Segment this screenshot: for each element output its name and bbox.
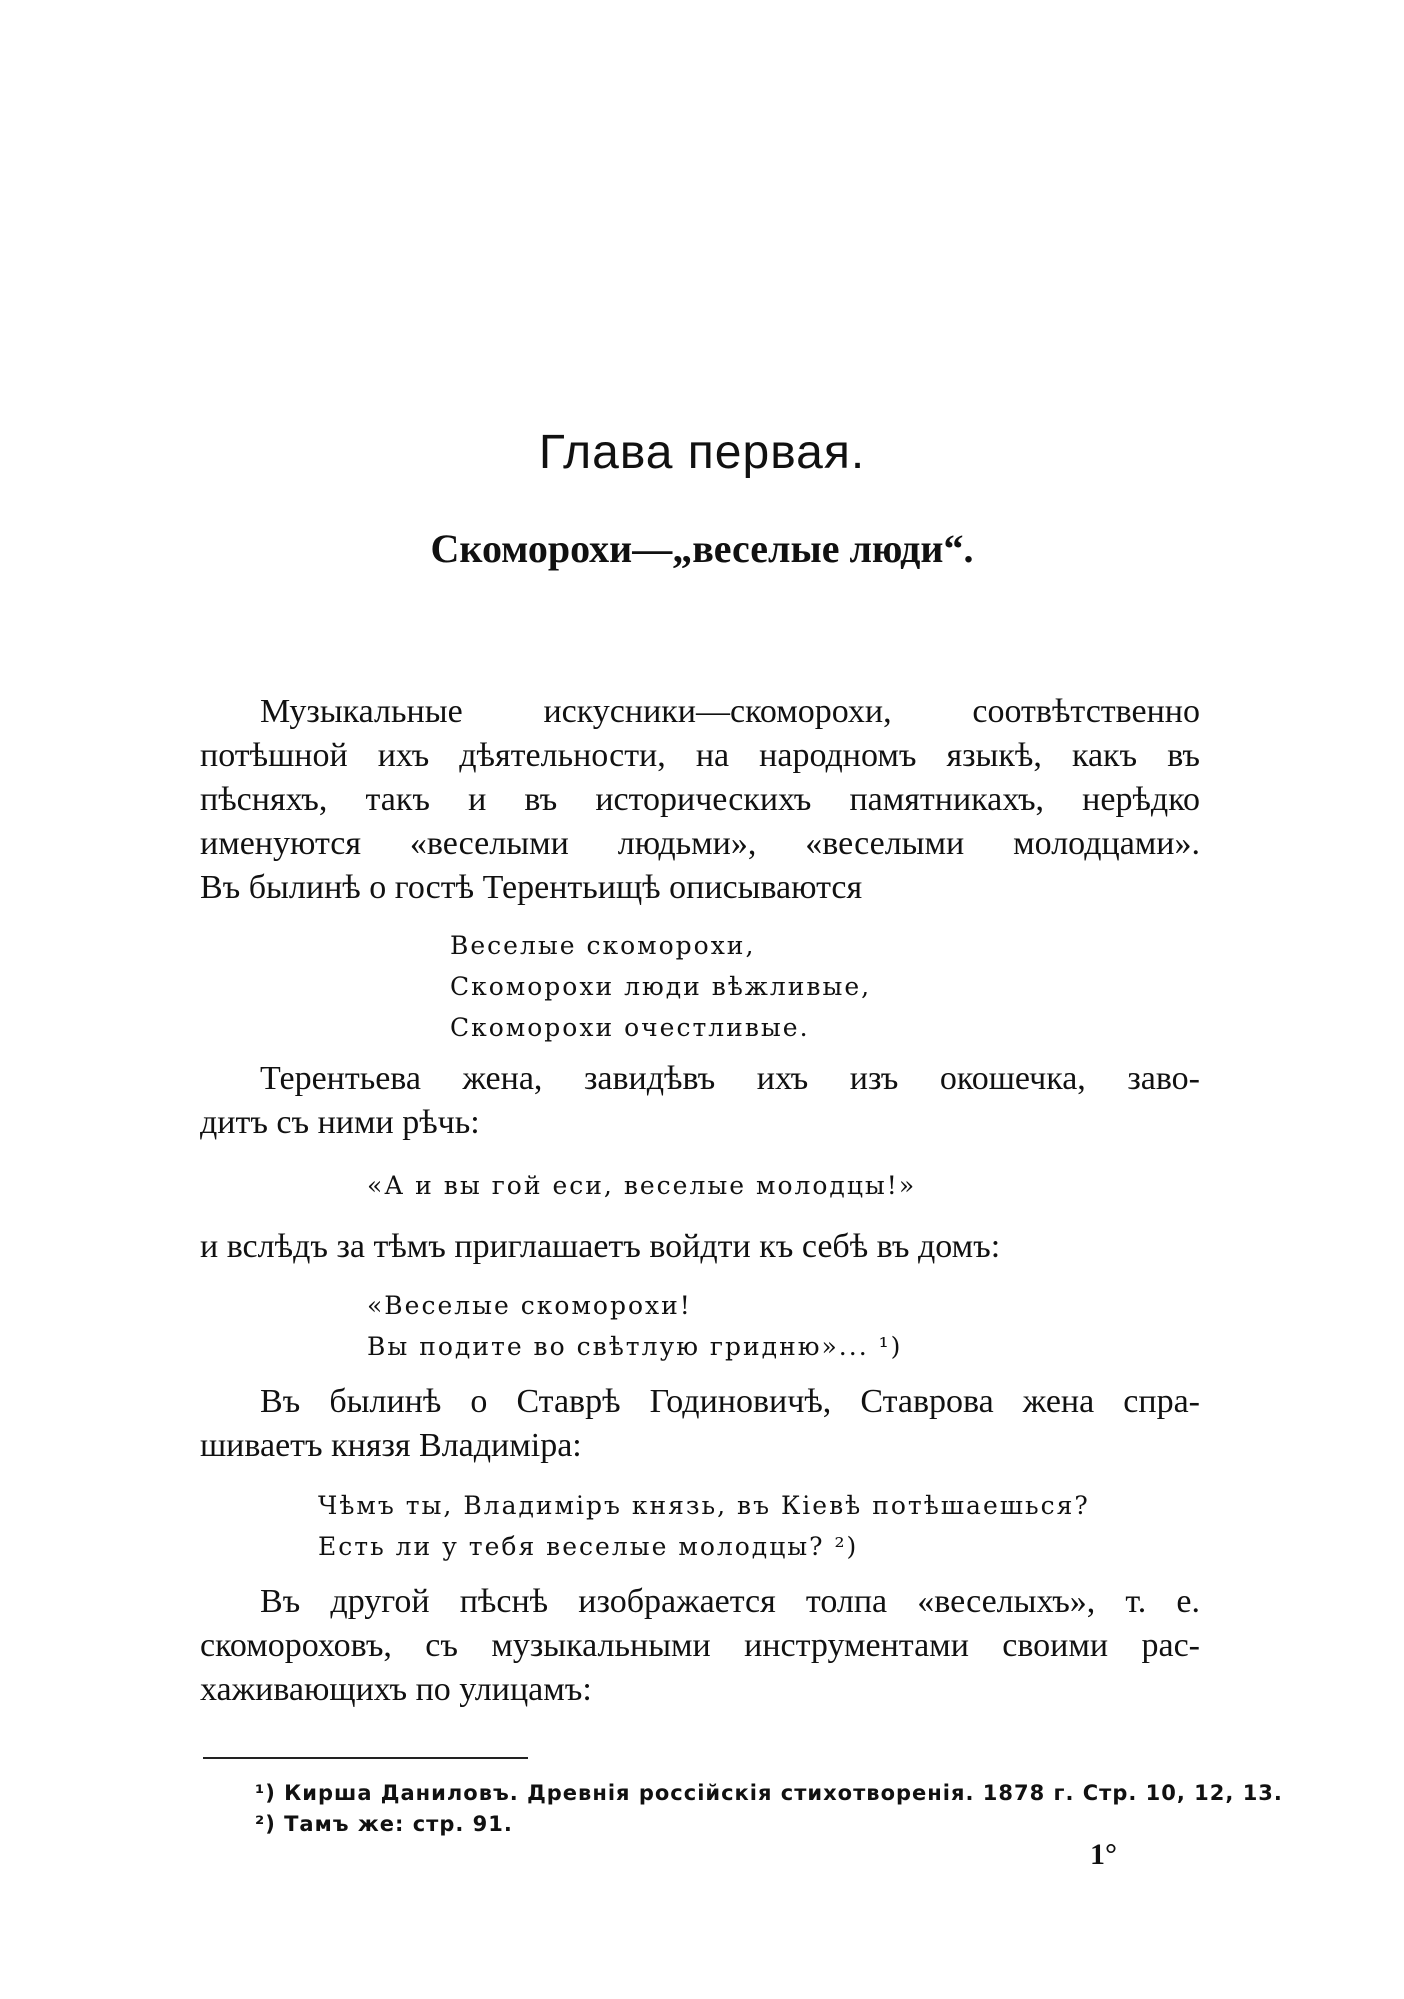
printer-signature-mark: 1° xyxy=(1090,1838,1117,1871)
text-line: Терентьева жена, завидѣвъ ихъ изъ окошечка, заво- xyxy=(260,1060,1200,1097)
paragraph-1 xyxy=(200,690,1200,910)
verse-line: Чѣмъ ты, Владиміръ князь, въ Кіевѣ потѣшаешься? xyxy=(318,1491,1090,1520)
verse-line: Веселые скоморохи, xyxy=(450,931,756,960)
verse-line: Есть ли у тебя веселые молодцы? ²) xyxy=(318,1532,859,1561)
footnote: ²) Тамъ же: стр. 91. xyxy=(255,1812,513,1836)
text-line: дитъ съ ними рѣчь: xyxy=(200,1104,480,1141)
verse-line: «А и вы гой еси, веселые молодцы!» xyxy=(367,1171,917,1200)
verse-quote-3 xyxy=(367,1285,902,1367)
paragraph-5 xyxy=(200,1580,1200,1712)
text-line: потѣшной ихъ дѣятельности, на народномъ языкѣ, какъ въ xyxy=(200,737,1200,774)
paragraph-2 xyxy=(200,1057,1200,1145)
chapter-title: Глава первая. xyxy=(538,426,866,479)
verse-line: Вы подите во свѣтлую гридню»... ¹) xyxy=(367,1332,903,1361)
text-line: хаживающихъ по улицамъ: xyxy=(200,1671,592,1708)
verse-line: «Веселые скоморохи! xyxy=(367,1291,692,1320)
verse-quote-4 xyxy=(318,1485,1090,1567)
verse-quote-2 xyxy=(367,1165,916,1206)
footnote-divider xyxy=(203,1757,528,1759)
text-line: шиваетъ князя Владиміра: xyxy=(200,1427,582,1464)
text-line: Въ другой пѣснѣ изображается толпа «веселыхъ», т. е. xyxy=(260,1583,1200,1620)
text-line: скомороховъ, съ музыкальными инструментами своими рас- xyxy=(200,1627,1200,1664)
paragraph-3 xyxy=(200,1225,1200,1269)
text-line: Музыкальные искусники—скоморохи, соотвѣтственно xyxy=(260,693,1200,730)
verse-line: Скоморохи очестливые. xyxy=(450,1013,810,1042)
chapter-subtitle: Скоморохи—„веселые люди“. xyxy=(430,526,974,571)
verse-line: Скоморохи люди вѣжливые, xyxy=(450,972,872,1001)
footnote: ¹) Кирша Даниловъ. Древнія россійскія стихотворенія. 1878 г. Стр. 10, 12, 13. xyxy=(255,1781,1283,1805)
text-line: Въ былинѣ о гостѣ Терентьищѣ описываются xyxy=(200,869,863,906)
text-line: и вслѣдъ за тѣмъ приглашаетъ войдти къ себѣ въ домъ: xyxy=(200,1228,1001,1265)
footnotes xyxy=(255,1778,1283,1840)
text-line: пѣсняхъ, такъ и въ историческихъ памятникахъ, нерѣдко xyxy=(200,781,1200,818)
text-line: именуются «веселыми людьми», «веселыми молодцами». xyxy=(200,825,1200,862)
verse-quote-1 xyxy=(450,925,871,1048)
paragraph-4 xyxy=(200,1380,1200,1468)
text-line: Въ былинѣ о Ставрѣ Годиновичѣ, Ставрова жена спра- xyxy=(260,1383,1200,1420)
